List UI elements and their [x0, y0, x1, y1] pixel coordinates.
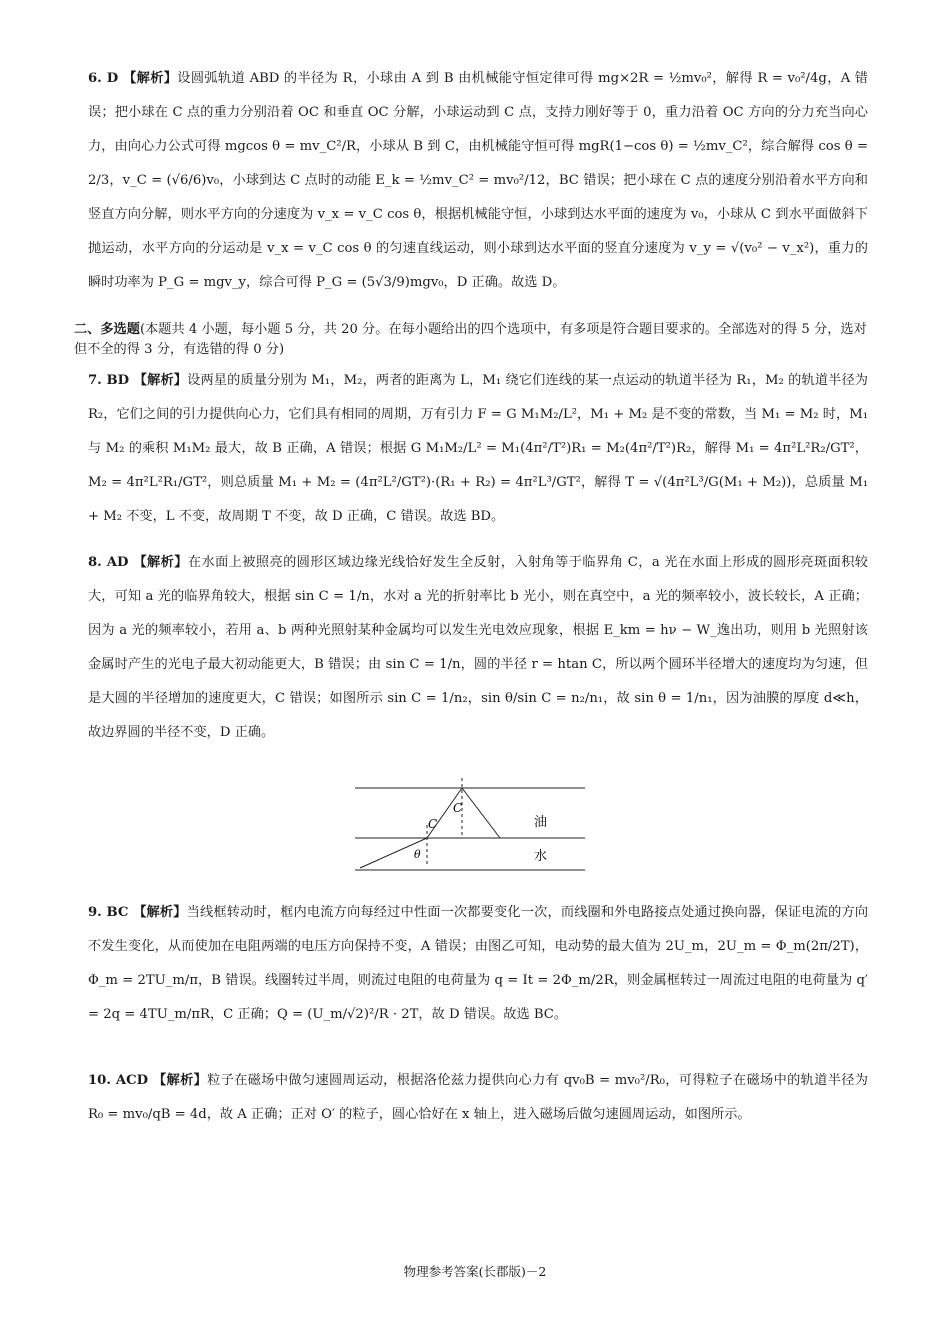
q6-head: 6. D 【解析】 — [88, 71, 178, 86]
q10-text: 粒子在磁场中做匀速圆周运动，根据洛伦兹力提供向心力有 qv₀B = mv₀²/R₀，可得粒子在磁场中的轨道半径为 R₀ = mv₀/qB = 4d，故 A 正确；正对 O′ 的粒子，圆心恰好在 x 轴上，进入磁场后做匀速圆周运动，如图所示。 — [88, 1073, 868, 1122]
q9-head: 9. BC 【解析】 — [88, 905, 187, 920]
q6-block — [88, 62, 868, 300]
q7-head: 7. BD 【解析】 — [88, 373, 188, 388]
q7-block — [88, 364, 868, 534]
label-c-lower: C — [428, 817, 438, 831]
q8-head: 8. AD 【解析】 — [88, 555, 188, 570]
reflected-ray — [462, 788, 500, 838]
section2-text: (本题共 4 小题，每小题 5 分，共 20 分。在每小题给出的四个选项中，有多项是符合题目要求的。全部选对的得 5 分，选对但不全的得 3 分，有选错的得 0 分) — [74, 322, 867, 357]
label-c-upper: C — [453, 801, 463, 815]
q9-text: 当线框转动时，框内电流方向每经过中性面一次都要变化一次，而线圈和外电路接点处通过换向器，保证电流的方向不发生变化，从而使加在电阻两端的电压方向保持不变，A 错误；由图乙可知，电动势的最大值为 2U_m，2U_m = Φ_m(2π/2T)，Φ_m = 2TU_m/π，B 错误。线圈转过半周，则流过电阻的电荷量为 q = It = 2Φ_m/2R，则金属框转过一周流过电阻的电荷量为 q′ = 2q = 4TU_m/πR，C 正确；Q = (U_m/√2)²/R · 2T，故 D 错误。故选 BC。 — [88, 905, 869, 1022]
label-water: 水 — [534, 849, 548, 864]
q7-text: 设两星的质量分别为 M₁，M₂，两者的距离为 L，M₁ 绕它们连线的某一点运动的轨道半径为 R₁，M₂ 的轨道半径为 R₂，它们之间的引力提供向心力，它们具有相同的周期，万有引力 F = G M₁M₂/L²，M₁ + M₂ 是不变的常数，当 M₁ = M₂ 时，M₁ 与 M₂ 的乘积 M₁M₂ 最大，故 B 正确，A 错误；根据 G M₁M₂/L² = M₁(4π²/T²)R₁ = M₂(4π²/T²)R₂，解得 M₁ = 4π²L²R₂/GT²，M₂ = 4π²L²R₁/GT²，则总质量 M₁ + M₂ = (4π²L²/GT²)·(R₁ + R₂) = 4π²L³/GT²，解得 T = √(4π²L³/G(M₁ + M₂))，总质量 M₁ + M₂ 不变，L 不变，故周期 T 不变，故 D 正确，C 错误。故选 BD。 — [88, 373, 868, 524]
q10-block — [88, 1064, 868, 1132]
section2-title: 二、多选题 — [74, 322, 140, 337]
oil-water-refraction-figure — [350, 770, 590, 880]
q9-block — [88, 896, 868, 1032]
section2-heading — [74, 320, 869, 360]
q8-text: 在水面上被照亮的圆形区域边缘光线恰好发生全反射，入射角等于临界角 C，a 光在水面上形成的圆形亮斑面积较大，可知 a 光的临界角较大，根据 sin C = 1/n，水对 a 光的折射率比 b 光小，则在真空中，a 光的频率较小，波长较长，A 正确；因为 a 光的频率较小，若用 a、b 两种光照射某种金属均可以发生光电效应现象，根据 E_km = hν − W_逸出功，则用 b 光照射该金属时产生的光电子最大初动能更大，B 错误；由 sin C = 1/n，圆的半径 r = htan C，所以两个圆环半径增大的速度均为匀速，但是大圆的半径增加的速度更大，C 错误；如图所示 sin C = 1/n₂，sin θ/sin C = n₂/n₁，故 sin θ = 1/n₁，因为油膜的厚度 d≪h，故边界圆的半径不变，D 正确。 — [88, 555, 868, 740]
q8-block — [88, 546, 868, 750]
q10-head: 10. ACD 【解析】 — [88, 1073, 208, 1088]
page-footer: 物理参考答案(长郡版)－2 — [403, 1264, 547, 1279]
label-theta: θ — [414, 848, 421, 861]
q6-text: 设圆弧轨道 ABD 的半径为 R，小球由 A 到 B 由机械能守恒定律可得 mg×2R = ½mv₀²，解得 R = v₀²/4g，A 错误；把小球在 C 点的重力分别沿着 OC 和垂直 OC 分解，小球运动到 C 点，支持力刚好等于 0，重力沿着 OC 方向的分力充当向心力，由向心力公式可得 mgcos θ = mv_C²/R，小球从 B 到 C，由机械能守恒可得 mgR(1−cos θ) = ½mv_C²，综合解得 cos θ = 2/3，v_C = (√6/6)v₀，小球到达 C 点时的动能 E_k = ½mv_C² = mv₀²/12，BC 错误；把小球在 C 点的速度分别沿着水平方向和竖直方向分解，则水平方向的分速度为 v_x = v_C cos θ，根据机械能守恒，小球到达水平面的速度为 v₀，小球从 C 到水平面做斜下抛运动，水平方向的分运动是 v_x = v_C cos θ 的匀速直线运动，则小球到达水平面的竖直分速度为 v_y = √(v₀² − v_x²)，重力的瞬时功率为 P_G = mgv_y，综合可得 P_G = (5√3/9)mgv₀，D 正确。故选 D。 — [88, 71, 868, 290]
label-oil: 油 — [534, 815, 548, 830]
